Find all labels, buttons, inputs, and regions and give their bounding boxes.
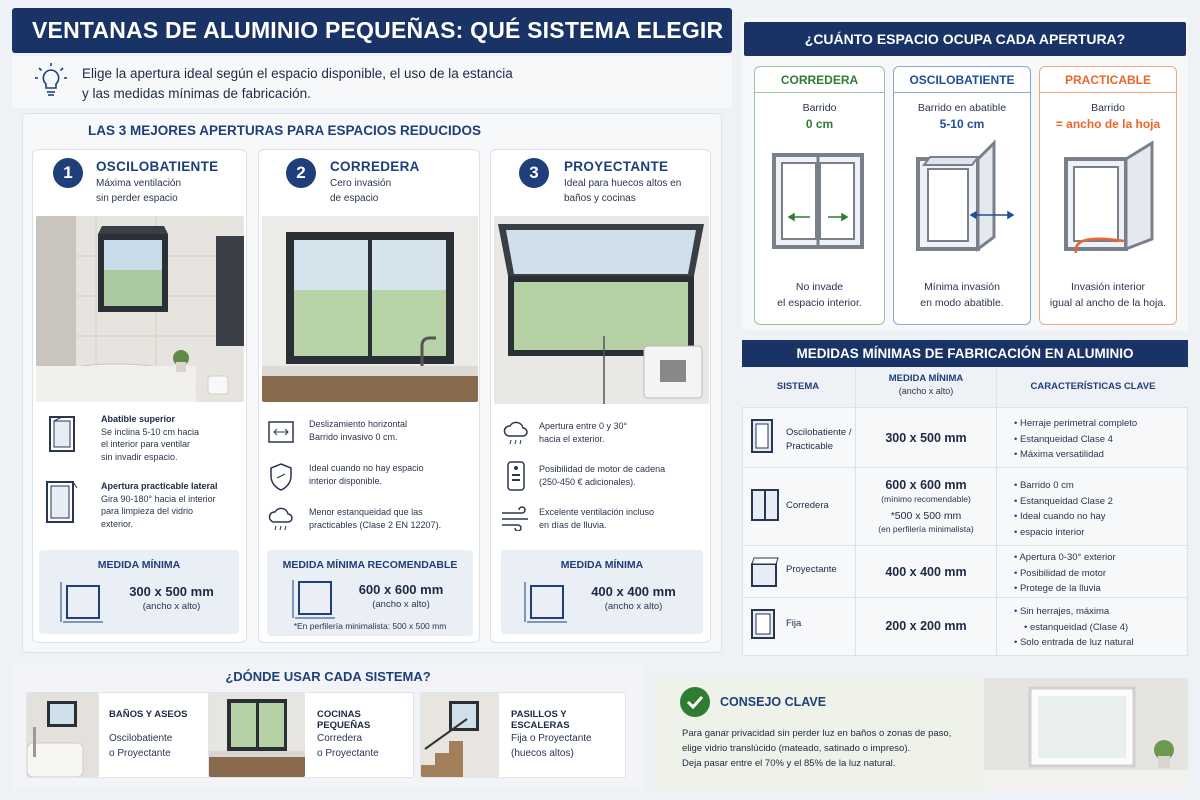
row-feature: • estanqueidad (Clase 4) bbox=[1014, 620, 1134, 636]
space-col-title: CORREDERA bbox=[780, 72, 859, 87]
row-feature: • Herraje perimetral completo bbox=[1014, 416, 1137, 432]
row-feature: • espacio interior bbox=[1014, 525, 1113, 541]
measure-value: 300 x 500 mm bbox=[129, 584, 214, 599]
wind-icon bbox=[500, 505, 532, 531]
row-feature: • Solo entrada de luz natural bbox=[1014, 635, 1134, 651]
card-title: PROYECTANTE bbox=[564, 159, 669, 174]
row-measure-alt: *500 x 500 mm bbox=[890, 510, 962, 523]
min-measure-box bbox=[501, 550, 703, 634]
feature-text: Menor estanqueidad que las bbox=[309, 507, 423, 517]
tip-panel bbox=[654, 678, 1188, 790]
stairs-thumb bbox=[421, 693, 499, 777]
feature-text: el interior para ventilar bbox=[101, 439, 191, 450]
space-col-label: Barrido bbox=[1091, 102, 1125, 114]
card-sub-1: Ideal para huecos altos en bbox=[564, 178, 682, 189]
intro bbox=[12, 56, 732, 108]
tip-title: CONSEJO CLAVE bbox=[720, 695, 827, 709]
card-sub-1: Cero invasión bbox=[330, 178, 392, 189]
space-col-label: Barrido bbox=[802, 102, 837, 114]
casement-window-diagram bbox=[1062, 137, 1162, 255]
feature-text: para limpieza del vidrio bbox=[101, 506, 194, 517]
col-header-sistema: SISTEMA bbox=[776, 381, 820, 392]
space-col-label: Barrido en abatible bbox=[917, 102, 1007, 114]
kitchen-photo bbox=[262, 216, 478, 402]
fixed-window-icon bbox=[750, 608, 778, 640]
feature-title: Apertura practicable lateral bbox=[101, 481, 218, 491]
where-item-pasillos bbox=[420, 692, 626, 778]
row-system: Fija bbox=[786, 618, 802, 629]
badge-number: 2 bbox=[286, 158, 316, 188]
awning-window-icon bbox=[750, 556, 780, 588]
feature-text: exterior. bbox=[101, 518, 134, 529]
space-col-title: PRACTICABLE bbox=[1065, 72, 1151, 87]
row-measure: 200 x 200 mm bbox=[885, 619, 967, 633]
tilt-window-icon bbox=[48, 415, 78, 455]
where-text: o Proyectante bbox=[317, 748, 379, 759]
where-text: Oscilobatiente bbox=[109, 733, 173, 744]
row-measure-sub: (en perfilería minimalista) bbox=[878, 523, 974, 534]
dimension-icon bbox=[291, 576, 337, 620]
row-feature: • Máxima versatilidad bbox=[1014, 447, 1137, 463]
top3-heading: LAS 3 MEJORES APERTURAS PARA ESPACIOS REDUCIDOS bbox=[88, 123, 482, 138]
lightbulb-icon bbox=[34, 62, 68, 100]
col-header-medida: MEDIDA MÍNIMA bbox=[888, 373, 964, 384]
table-row bbox=[742, 545, 1188, 597]
row-system: Corredera bbox=[786, 500, 829, 511]
space-col-desc: el espacio interior. bbox=[777, 297, 862, 310]
card-title: CORREDERA bbox=[330, 159, 420, 174]
space-col-desc: igual al ancho de la hoja. bbox=[1049, 297, 1167, 310]
space-col-title: OSCILOBATIENTE bbox=[909, 72, 1015, 87]
awning-window-photo bbox=[494, 216, 709, 404]
row-feature: • Apertura 0-30° exterior bbox=[1014, 550, 1116, 566]
where-text: o Proyectante bbox=[109, 748, 171, 759]
feature-text: Deslizamiento horizontal bbox=[309, 419, 408, 429]
row-system: Oscilobatiente / bbox=[786, 427, 852, 438]
card-oscilobatiente bbox=[32, 149, 247, 643]
where-text: Corredera bbox=[317, 733, 363, 744]
measure-unit: (ancho x alto) bbox=[372, 599, 430, 610]
check-circle-icon bbox=[679, 686, 711, 718]
intro-line-2: y las medidas mínimas de fabricación. bbox=[82, 85, 311, 101]
row-feature: • Ideal cuando no hay bbox=[1014, 509, 1113, 525]
side-hung-window-icon bbox=[750, 418, 776, 454]
tip-text: Deja pasar entre el 70% y el 85% de la luz natural. bbox=[682, 758, 896, 770]
where-text: Fija o Proyectante bbox=[511, 733, 592, 744]
measure-unit: (ancho x alto) bbox=[142, 601, 201, 612]
card-sub-2: sin perder espacio bbox=[96, 192, 178, 204]
col-header-caracteristicas: CARACTERÍSTICAS CLAVE bbox=[1030, 381, 1156, 392]
row-system: Practicable bbox=[786, 441, 833, 453]
row-feature: • Barrido 0 cm bbox=[1014, 478, 1113, 494]
where-item-cocinas bbox=[208, 692, 414, 778]
min-measure-box bbox=[267, 550, 473, 636]
row-feature: • Posibilidad de motor bbox=[1014, 566, 1116, 582]
page-title: VENTANAS DE ALUMINIO PEQUEÑAS: QUÉ SISTEMA ELEGIR bbox=[32, 17, 724, 43]
row-measure: 600 x 600 mm bbox=[885, 478, 967, 492]
dimension-icon bbox=[523, 578, 569, 624]
row-measure-sub: (mínimo recomendable) bbox=[881, 493, 971, 504]
table-header bbox=[742, 367, 1188, 407]
row-feature: • Estanqueidad Clase 2 bbox=[1014, 494, 1113, 510]
measure-label: MEDIDA MÍNIMA bbox=[560, 559, 644, 571]
where-title: COCINAS PEQUEÑAS bbox=[317, 709, 371, 731]
measures-heading: MEDIDAS MÍNIMAS DE FABRICACIÓN EN ALUMINIO bbox=[796, 346, 1134, 361]
sliding-window-icon bbox=[750, 488, 780, 522]
measure-value: 600 x 600 mm bbox=[358, 582, 444, 597]
sliding-window-diagram bbox=[772, 141, 868, 253]
feature-text: Se inclina 5-10 cm hacia bbox=[101, 426, 200, 437]
rain-cloud-icon bbox=[266, 504, 296, 534]
space-heading: ¿CUÁNTO ESPACIO OCUPA CADA APERTURA? bbox=[804, 31, 1126, 47]
feature-text: en días de lluvia. bbox=[539, 519, 607, 530]
row-feature: • Protege de la lluvia bbox=[1014, 581, 1116, 597]
space-col-desc: Invasión interior bbox=[1070, 281, 1146, 293]
space-col-desc: en modo abatible. bbox=[920, 297, 1004, 310]
row-feature: • Sin herrajes, máxima bbox=[1014, 604, 1134, 620]
feature-text: interior disponible. bbox=[309, 475, 383, 486]
feature-text: practicables (Clase 2 EN 12207). bbox=[309, 519, 442, 530]
where-text: (huecos altos) bbox=[511, 748, 574, 759]
main-title-bar bbox=[12, 8, 732, 53]
space-col-oscilobatiente bbox=[893, 66, 1031, 325]
space-col-value: 5-10 cm bbox=[939, 117, 985, 131]
tip-text: Para ganar privacidad sin perder luz en baños o zonas de paso, bbox=[682, 728, 952, 739]
measure-note: *En perfilería minimalista: 500 x 500 mm bbox=[293, 621, 447, 631]
row-measure: 400 x 400 mm bbox=[885, 565, 967, 579]
horizontal-slide-icon bbox=[267, 418, 295, 446]
where-heading: ¿DÓNDE USAR CADA SISTEMA? bbox=[225, 669, 431, 684]
card-sub-1: Máxima ventilación bbox=[96, 178, 182, 189]
space-col-practicable bbox=[1039, 66, 1177, 325]
space-col-desc: Mínima invasión bbox=[924, 281, 1000, 293]
measure-unit: (ancho x alto) bbox=[604, 601, 663, 612]
feature-text: Apertura entre 0 y 30° bbox=[539, 421, 628, 431]
table-row bbox=[742, 597, 1188, 655]
rain-cloud-icon bbox=[501, 418, 531, 448]
row-system: Proyectante bbox=[786, 564, 837, 575]
table-row bbox=[742, 467, 1188, 545]
intro-line-1: Elige la apertura ideal según el espacio disponible, el uso de la estancia bbox=[82, 66, 513, 81]
min-measure-box bbox=[39, 550, 239, 634]
space-heading-bar bbox=[744, 22, 1186, 56]
col-header-medida-sub: (ancho x alto) bbox=[898, 386, 954, 396]
card-sub-2: baños y cocinas bbox=[564, 192, 636, 204]
measure-value: 400 x 400 mm bbox=[591, 584, 676, 599]
dimension-icon bbox=[59, 578, 105, 624]
bathroom-thumb bbox=[27, 693, 99, 777]
space-col-corredera bbox=[754, 66, 885, 325]
space-col-value: = ancho de la hoja bbox=[1055, 117, 1161, 131]
measure-label: MEDIDA MÍNIMA RECOMENDABLE bbox=[282, 559, 458, 571]
feature-text: (250-450 € adicionales). bbox=[539, 476, 636, 487]
card-corredera bbox=[258, 149, 480, 643]
kitchen-thumb bbox=[209, 693, 305, 777]
feature-text: Barrido invasivo 0 cm. bbox=[309, 431, 398, 442]
space-col-value: 0 cm bbox=[805, 117, 834, 131]
remote-control-icon bbox=[505, 460, 527, 492]
feature-text: Excelente ventilación incluso bbox=[539, 507, 655, 517]
tilt-turn-window-diagram bbox=[914, 137, 1014, 255]
where-title: BAÑOS Y ASEOS bbox=[109, 709, 188, 720]
shield-icon bbox=[268, 462, 294, 492]
tip-text: elige vidrio translúcido (mateado, satinado o impreso). bbox=[682, 743, 911, 755]
side-hung-window-icon bbox=[45, 480, 79, 526]
measures-heading-bar bbox=[742, 340, 1188, 367]
row-measure: 300 x 500 mm bbox=[885, 431, 967, 445]
feature-text: sin invadir espacio. bbox=[101, 451, 178, 462]
card-proyectante bbox=[490, 149, 711, 643]
where-item-banos bbox=[26, 692, 214, 778]
frosted-window-photo bbox=[984, 678, 1188, 790]
bathroom-photo bbox=[36, 216, 244, 402]
space-col-desc: No invade bbox=[795, 281, 844, 293]
table-row bbox=[742, 407, 1188, 467]
card-sub-2: de espacio bbox=[330, 192, 379, 204]
card-title: OSCILOBATIENTE bbox=[96, 159, 219, 174]
feature-text: Gira 90-180° hacia el interior bbox=[101, 493, 216, 504]
feature-text: hacia el exterior. bbox=[539, 433, 605, 444]
feature-text: Posibilidad de motor de cadena bbox=[539, 464, 666, 474]
measure-label: MEDIDA MÍNIMA bbox=[97, 559, 181, 571]
feature-text: Ideal cuando no hay espacio bbox=[309, 463, 424, 473]
badge-number: 3 bbox=[519, 158, 549, 188]
where-title: PASILLOS Y ESCALERAS bbox=[511, 709, 570, 731]
feature-title: Abatible superior bbox=[101, 414, 176, 424]
row-feature: • Estanqueidad Clase 4 bbox=[1014, 432, 1137, 448]
badge-number: 1 bbox=[53, 158, 83, 188]
